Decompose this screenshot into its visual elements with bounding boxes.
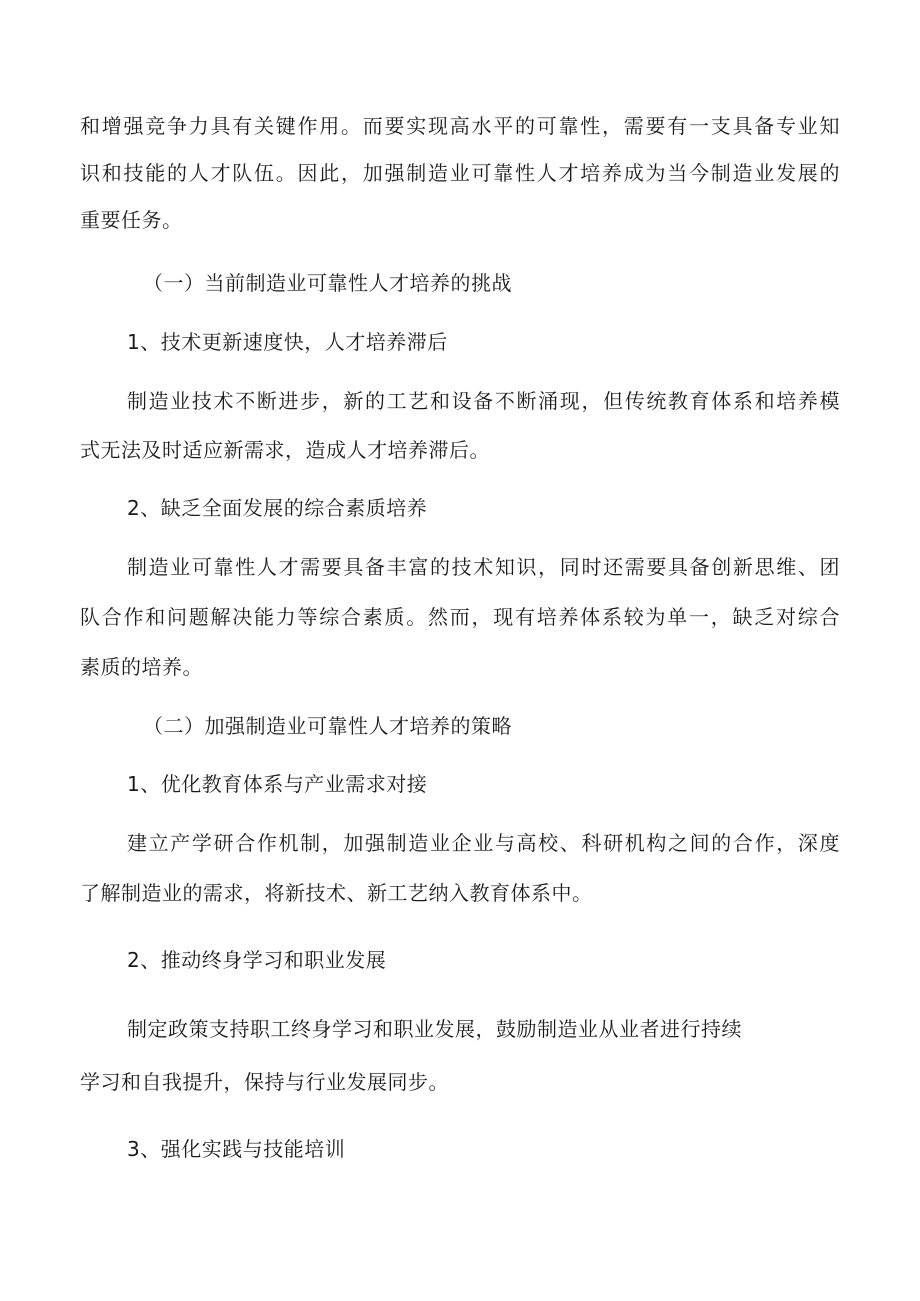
section-2-item-1-title: 1、优化教育体系与产业需求对接 <box>127 772 428 796</box>
section-1-item-1-line-2: 式无法及时适应新需求，造成人才培养滞后。 <box>80 438 490 462</box>
section-1-item-1-line-1: 制造业技术不断进步，新的工艺和设备不断涌现，但传统教育体系和培养模 <box>127 389 840 413</box>
section-2-item-2-line-1: 制定政策支持职工终身学习和职业发展，鼓励制造业从业者进行持续 <box>127 1017 742 1041</box>
section-1-item-2-line-1: 制造业可靠性人才需要具备丰富的技术知识，同时还需要具备创新思维、团 <box>127 555 840 579</box>
section-2-item-1-line-1: 建立产学研合作机制，加强制造业企业与高校、科研机构之间的合作，深度 <box>127 831 840 855</box>
section-1-item-2-line-2: 队合作和问题解决能力等综合素质。然而，现有培养体系较为单一，缺乏对综合 <box>80 605 840 629</box>
section-1-heading: （一）当前制造业可靠性人才培养的挑战 <box>143 271 512 295</box>
section-2-item-2-line-2: 学习和自我提升，保持与行业发展同步。 <box>80 1070 449 1094</box>
section-2-item-1-line-2: 了解制造业的需求，将新技术、新工艺纳入教育体系中。 <box>80 881 593 905</box>
intro-paragraph-line-1: 和增强竞争力具有关键作用。而要实现高水平的可靠性，需要有一支具备专业知 <box>80 114 840 138</box>
section-1-item-2-title: 2、缺乏全面发展的综合素质培养 <box>127 496 428 520</box>
intro-paragraph-line-3: 重要任务。 <box>80 208 183 232</box>
section-1-item-1-title: 1、技术更新速度快，人才培养滞后 <box>127 330 448 354</box>
section-2-heading: （二）加强制造业可靠性人才培养的策略 <box>143 714 512 738</box>
section-2-item-2-title: 2、推动终身学习和职业发展 <box>127 948 387 972</box>
section-1-item-2-line-3: 素质的培养。 <box>80 655 203 679</box>
intro-paragraph-line-2: 识和技能的人才队伍。因此，加强制造业可靠性人才培养成为当今制造业发展的 <box>80 161 840 185</box>
section-2-item-3-title: 3、强化实践与技能培训 <box>127 1137 346 1161</box>
